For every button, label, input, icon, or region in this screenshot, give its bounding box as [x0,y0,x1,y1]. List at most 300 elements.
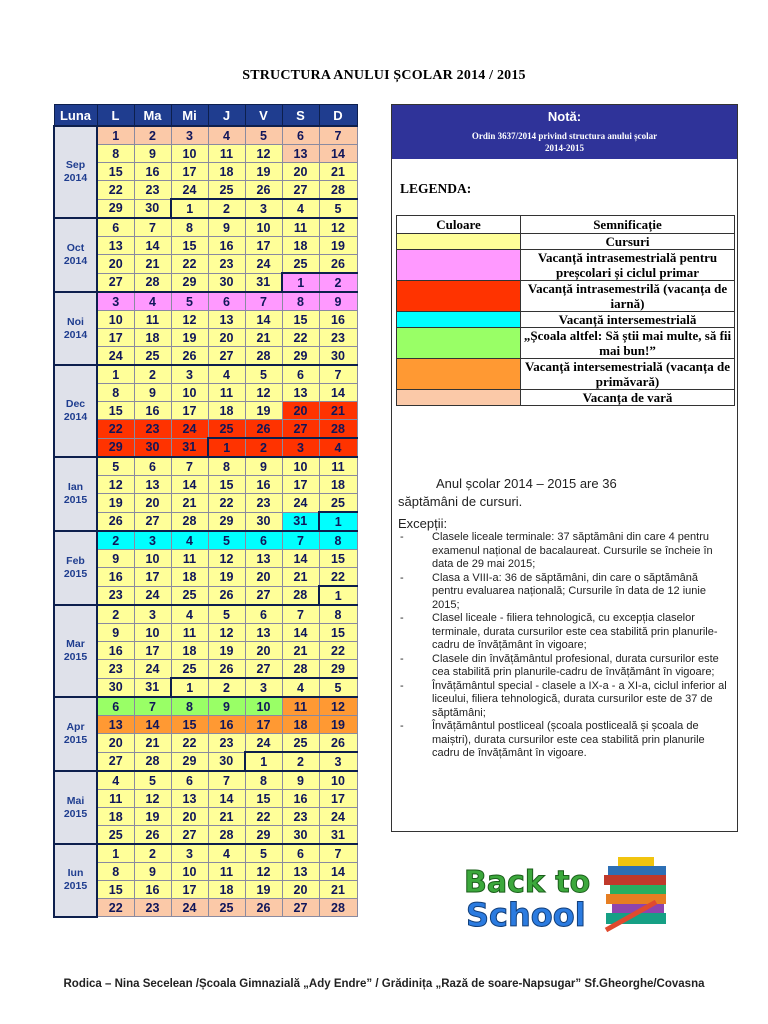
calendar-day: 19 [245,881,282,899]
legend-meaning: Vacanța de vară [521,390,735,406]
calendar-day: 15 [97,402,134,420]
calendar-day: 8 [171,218,208,237]
legend-row [397,234,735,250]
calendar-day: 29 [97,199,134,218]
logo-line-2: School [466,896,586,934]
exceptions-list [398,531,730,761]
exception-item: - Învățământul postliceal (școala postliceală și școala de maiștri), durata cursurilor este cea stabilită prin planurile cadru de învățământ în vigoare. [398,720,730,761]
calendar-day: 17 [171,881,208,899]
calendar-day: 17 [282,476,319,494]
calendar-day: 19 [245,163,282,181]
calendar-week-row [54,163,357,181]
calendar-week-row [54,716,357,734]
calendar-day: 25 [171,660,208,679]
calendar-day: 29 [171,752,208,771]
legend-row [397,281,735,312]
calendar-week-row [54,844,357,863]
calendar-day: 15 [319,624,357,642]
calendar-day: 21 [319,881,357,899]
calendar-day: 17 [245,716,282,734]
calendar-week-row [54,273,357,292]
calendar-day: 14 [134,237,171,255]
calendar-day: 25 [171,586,208,605]
calendar-day: 26 [245,420,282,439]
calendar-day: 14 [245,311,282,329]
calendar-day: 20 [282,163,319,181]
back-to-school-logo [456,852,676,937]
calendar-day: 8 [245,771,282,790]
calendar-day: 24 [171,420,208,439]
calendar-day: 25 [319,494,357,513]
calendar-day: 7 [134,697,171,716]
calendar-week-row [54,660,357,679]
calendar-col-header: S [282,105,319,127]
calendar-day: 12 [134,790,171,808]
calendar-day: 17 [171,163,208,181]
calendar-day: 31 [245,273,282,292]
calendar-day: 21 [319,163,357,181]
calendar-day: 7 [319,365,357,384]
calendar-day: 29 [319,660,357,679]
calendar-day: 15 [97,163,134,181]
calendar-day: 9 [282,771,319,790]
calendar-day: 1 [245,752,282,771]
calendar-day: 5 [245,365,282,384]
legend-row [397,390,735,406]
calendar-day: 28 [208,826,245,845]
calendar-week-row [54,771,357,790]
calendar-day: 20 [282,881,319,899]
calendar-day: 4 [171,531,208,550]
calendar-day: 21 [134,255,171,274]
calendar-week-row [54,329,357,347]
exceptions-title: Excepții: [398,516,448,531]
calendar-day: 29 [97,438,134,457]
calendar-week-row [54,255,357,274]
calendar-day: 23 [208,255,245,274]
calendar-day: 5 [171,292,208,311]
calendar-week-row [54,826,357,845]
calendar-day: 8 [171,697,208,716]
calendar-week-row [54,734,357,753]
calendar-week-row [54,476,357,494]
calendar-day: 5 [134,771,171,790]
calendar-day: 20 [245,568,282,587]
calendar-day: 8 [97,145,134,163]
calendar-day: 29 [282,347,319,366]
calendar-day: 27 [282,899,319,917]
calendar-day: 8 [97,863,134,881]
month-label: Sep 2014 [54,126,97,218]
exception-item: - Clasele liceale terminale: 37 săptămâni din care 4 pentru examenul național de bacalaureat. Cursurile se încheie în data de 29 mai 2015; [398,531,730,572]
calendar-day: 23 [319,329,357,347]
nota-line-2: 2014-2015 [545,143,584,153]
calendar-day: 2 [319,273,357,292]
legend-color-swatch [397,250,521,281]
exception-item: - Clasa a VIII-a: 36 de săptămâni, din care o săptămână pentru evaluarea națională; Cursurile în data de 12 iunie 2015; [398,572,730,613]
calendar-day: 5 [245,126,282,145]
calendar-day: 22 [97,420,134,439]
calendar-day: 24 [171,899,208,917]
calendar-day: 15 [97,881,134,899]
calendar-day: 11 [134,311,171,329]
calendar-day: 7 [282,605,319,624]
calendar-day: 13 [282,863,319,881]
calendar-day: 10 [171,384,208,402]
calendar-day: 10 [171,863,208,881]
calendar-day: 4 [282,678,319,697]
calendar-day: 23 [97,586,134,605]
calendar-day: 6 [282,126,319,145]
month-label: Dec 2014 [54,365,97,457]
calendar-day: 12 [245,145,282,163]
calendar-day: 26 [245,181,282,200]
calendar-day: 12 [171,311,208,329]
calendar-day: 12 [319,218,357,237]
calendar-day: 1 [319,512,357,531]
calendar-day: 14 [171,476,208,494]
calendar-day: 27 [245,660,282,679]
calendar-day: 7 [319,844,357,863]
calendar-day: 18 [282,716,319,734]
calendar-day: 2 [282,752,319,771]
calendar-day: 27 [282,420,319,439]
calendar-day: 30 [97,678,134,697]
month-label: Ian 2015 [54,457,97,531]
calendar-day: 24 [282,494,319,513]
calendar-week-row [54,881,357,899]
calendar-day: 13 [282,384,319,402]
calendar-day: 3 [171,126,208,145]
calendar-day: 6 [97,218,134,237]
calendar-day: 6 [282,844,319,863]
calendar-day: 16 [319,311,357,329]
calendar-day: 21 [171,494,208,513]
calendar-day: 11 [171,624,208,642]
calendar-col-header: L [97,105,134,127]
calendar-day: 17 [171,402,208,420]
legend-color-swatch [397,390,521,406]
legend-color-swatch [397,359,521,390]
calendar-day: 8 [319,605,357,624]
calendar-day: 23 [97,660,134,679]
calendar-day: 9 [208,697,245,716]
calendar-day: 22 [282,329,319,347]
footer-credits: Rodica – Nina Secelean /Școala Gimnazială „Ady Endre” / Grădinița „Rază de soare-Napsugar” Sf.Gheorghe/Covasna [63,978,705,990]
calendar-day: 9 [97,550,134,568]
calendar-day: 17 [319,790,357,808]
calendar-day: 9 [97,624,134,642]
legend-row [397,312,735,328]
calendar-day: 28 [245,347,282,366]
calendar-day: 5 [319,678,357,697]
calendar-day: 25 [208,899,245,917]
calendar-day: 19 [208,568,245,587]
calendar-day: 12 [97,476,134,494]
calendar-day: 21 [208,808,245,826]
calendar-week-row [54,218,357,237]
calendar-day: 26 [319,255,357,274]
calendar-day: 3 [134,605,171,624]
info-panel [391,104,738,832]
exception-item: - Clasel liceale - filiera tehnologică, cu excepția claselor terminale, durata cursurilor este cea stabilită prin planurile-cadru de învățământ în vigoare; [398,612,730,653]
calendar-day: 6 [97,697,134,716]
calendar-day: 12 [245,384,282,402]
legend-meaning: Cursuri [521,234,735,250]
calendar-week-row [54,697,357,716]
calendar-day: 9 [245,457,282,476]
calendar-day: 19 [171,329,208,347]
calendar-day: 20 [134,494,171,513]
calendar-day: 26 [171,347,208,366]
month-label: Feb 2015 [54,531,97,605]
calendar-day: 27 [245,586,282,605]
calendar-day: 24 [245,255,282,274]
calendar-day: 18 [171,642,208,660]
calendar-day: 17 [134,642,171,660]
calendar-day: 2 [134,365,171,384]
exception-item: - Clasele din învățământul profesional, durata cursurilor este cea stabilită prin planurile-cadru de învățământ în vigoare; [398,653,730,680]
calendar-day: 13 [245,624,282,642]
calendar-col-header: Ma [134,105,171,127]
calendar-day: 26 [208,586,245,605]
legend-row [397,359,735,390]
calendar-day: 1 [282,273,319,292]
calendar-day: 30 [319,347,357,366]
calendar-day: 9 [134,145,171,163]
calendar-day: 11 [208,384,245,402]
calendar-day: 13 [134,476,171,494]
month-label: Apr 2015 [54,697,97,771]
calendar-day: 18 [208,163,245,181]
calendar-day: 6 [134,457,171,476]
calendar-day: 11 [171,550,208,568]
month-label: Iun 2015 [54,844,97,917]
calendar-day: 11 [282,218,319,237]
calendar-day: 26 [134,826,171,845]
calendar-day: 21 [319,402,357,420]
calendar-day: 19 [319,237,357,255]
calendar-day: 3 [97,292,134,311]
calendar-day: 20 [97,734,134,753]
calendar-day: 10 [134,550,171,568]
calendar-day: 2 [208,678,245,697]
calendar-day: 13 [208,311,245,329]
calendar-day: 20 [208,329,245,347]
calendar-week-row [54,181,357,200]
calendar-day: 7 [171,457,208,476]
calendar-day: 23 [134,899,171,917]
calendar-day: 23 [208,734,245,753]
calendar-day: 4 [208,844,245,863]
calendar-day: 4 [208,365,245,384]
calendar-day: 18 [97,808,134,826]
nota-heading: Notă: [547,109,582,124]
calendar-day: 15 [319,550,357,568]
calendar-day: 16 [245,476,282,494]
calendar-day: 11 [319,457,357,476]
calendar-week-row [54,550,357,568]
calendar-day: 24 [97,347,134,366]
calendar-col-header: Mi [171,105,208,127]
calendar-day: 30 [282,826,319,845]
legend-color-swatch [397,328,521,359]
calendar-week-row [54,531,357,550]
calendar-day: 23 [134,181,171,200]
calendar-day: 28 [134,752,171,771]
legend-meaning: Vacanță intersemestrială [521,312,735,328]
calendar-week-row [54,678,357,697]
calendar-day: 8 [208,457,245,476]
calendar-day: 22 [208,494,245,513]
calendar-day: 16 [208,237,245,255]
calendar-day: 30 [208,273,245,292]
legend-color-swatch [397,281,521,312]
calendar-day: 6 [171,771,208,790]
calendar-day: 11 [97,790,134,808]
calendar-day: 24 [134,586,171,605]
calendar-day: 21 [134,734,171,753]
calendar-day: 13 [97,237,134,255]
calendar-day: 22 [97,181,134,200]
calendar-day: 13 [171,790,208,808]
calendar-week-row [54,311,357,329]
calendar-day: 18 [319,476,357,494]
calendar-day: 16 [134,402,171,420]
calendar-day: 2 [245,438,282,457]
calendar-day: 25 [134,347,171,366]
calendar-day: 27 [134,512,171,531]
calendar-week-row [54,494,357,513]
nota-box [392,105,737,159]
nota-line-1: Ordin 3637/2014 privind structura anului școlar [471,131,658,141]
legend-color-swatch [397,312,521,328]
calendar-day: 25 [282,734,319,753]
calendar-day: 15 [171,237,208,255]
legend-meaning: Vacanță intrasemestrilă (vacanța de iarnă) [521,281,735,312]
calendar-week-row [54,347,357,366]
legend-col-meaning: Semnificație [521,216,735,234]
calendar-day: 3 [245,678,282,697]
calendar-day: 22 [319,642,357,660]
calendar-day: 17 [97,329,134,347]
calendar-day: 12 [208,550,245,568]
calendar-week-row [54,384,357,402]
calendar-day: 31 [319,826,357,845]
calendar-week-row [54,899,357,917]
calendar-day: 3 [245,199,282,218]
calendar-day: 18 [208,881,245,899]
calendar-day: 6 [245,531,282,550]
calendar-day: 23 [282,808,319,826]
calendar-week-row [54,752,357,771]
calendar-day: 15 [171,716,208,734]
calendar-day: 8 [97,384,134,402]
calendar-week-row [54,586,357,605]
calendar-day: 3 [171,844,208,863]
year-summary [398,475,732,511]
calendar-week-row [54,808,357,826]
calendar-day: 11 [208,145,245,163]
calendar-day: 16 [282,790,319,808]
calendar-day: 28 [319,181,357,200]
calendar-day: 14 [319,384,357,402]
calendar-day: 23 [245,494,282,513]
calendar-day: 10 [97,311,134,329]
calendar-day: 16 [208,716,245,734]
exception-item: - Învățământul special - clasele a IX-a - a XI-a, ciclul inferior al liceului, filiera tehnologică, durata cursurilor este de 37 de săptămâni; [398,680,730,721]
calendar-day: 17 [245,237,282,255]
calendar-day: 1 [97,844,134,863]
calendar-day: 7 [208,771,245,790]
calendar-day: 19 [319,716,357,734]
calendar-day: 16 [97,568,134,587]
calendar-day: 18 [134,329,171,347]
calendar-day: 18 [171,568,208,587]
calendar-day: 22 [171,255,208,274]
calendar-day: 15 [282,311,319,329]
calendar-day: 19 [97,494,134,513]
calendar-day: 20 [97,255,134,274]
calendar-week-row [54,365,357,384]
calendar-day: 2 [97,531,134,550]
calendar-day: 19 [208,642,245,660]
calendar-day: 17 [134,568,171,587]
calendar-day: 13 [245,550,282,568]
calendar-day: 1 [97,126,134,145]
calendar-week-row [54,420,357,439]
calendar-col-header: Luna [54,105,97,127]
school-calendar [53,104,358,918]
calendar-week-row [54,624,357,642]
calendar-day: 14 [134,716,171,734]
calendar-day: 24 [245,734,282,753]
calendar-day: 26 [208,660,245,679]
calendar-day: 22 [245,808,282,826]
calendar-header [54,105,357,127]
month-label: Oct 2014 [54,218,97,292]
calendar-day: 3 [319,752,357,771]
calendar-day: 10 [245,218,282,237]
calendar-day: 30 [134,199,171,218]
calendar-day: 29 [171,273,208,292]
calendar-day: 31 [134,678,171,697]
calendar-day: 10 [319,771,357,790]
calendar-day: 16 [97,642,134,660]
calendar-col-header: V [245,105,282,127]
calendar-day: 29 [208,512,245,531]
calendar-day: 4 [134,292,171,311]
calendar-week-row [54,568,357,587]
calendar-day: 2 [134,844,171,863]
calendar-day: 24 [134,660,171,679]
calendar-day: 19 [134,808,171,826]
calendar-day: 8 [282,292,319,311]
calendar-day: 27 [97,273,134,292]
calendar-day: 10 [245,697,282,716]
calendar-day: 25 [97,826,134,845]
calendar-week-row [54,457,357,476]
calendar-week-row [54,512,357,531]
calendar-day: 18 [208,402,245,420]
calendar-day: 13 [282,145,319,163]
calendar-day: 5 [208,605,245,624]
calendar-day: 6 [208,292,245,311]
calendar-day: 5 [245,844,282,863]
calendar-day: 7 [245,292,282,311]
calendar-day: 5 [319,199,357,218]
calendar-day: 24 [171,181,208,200]
